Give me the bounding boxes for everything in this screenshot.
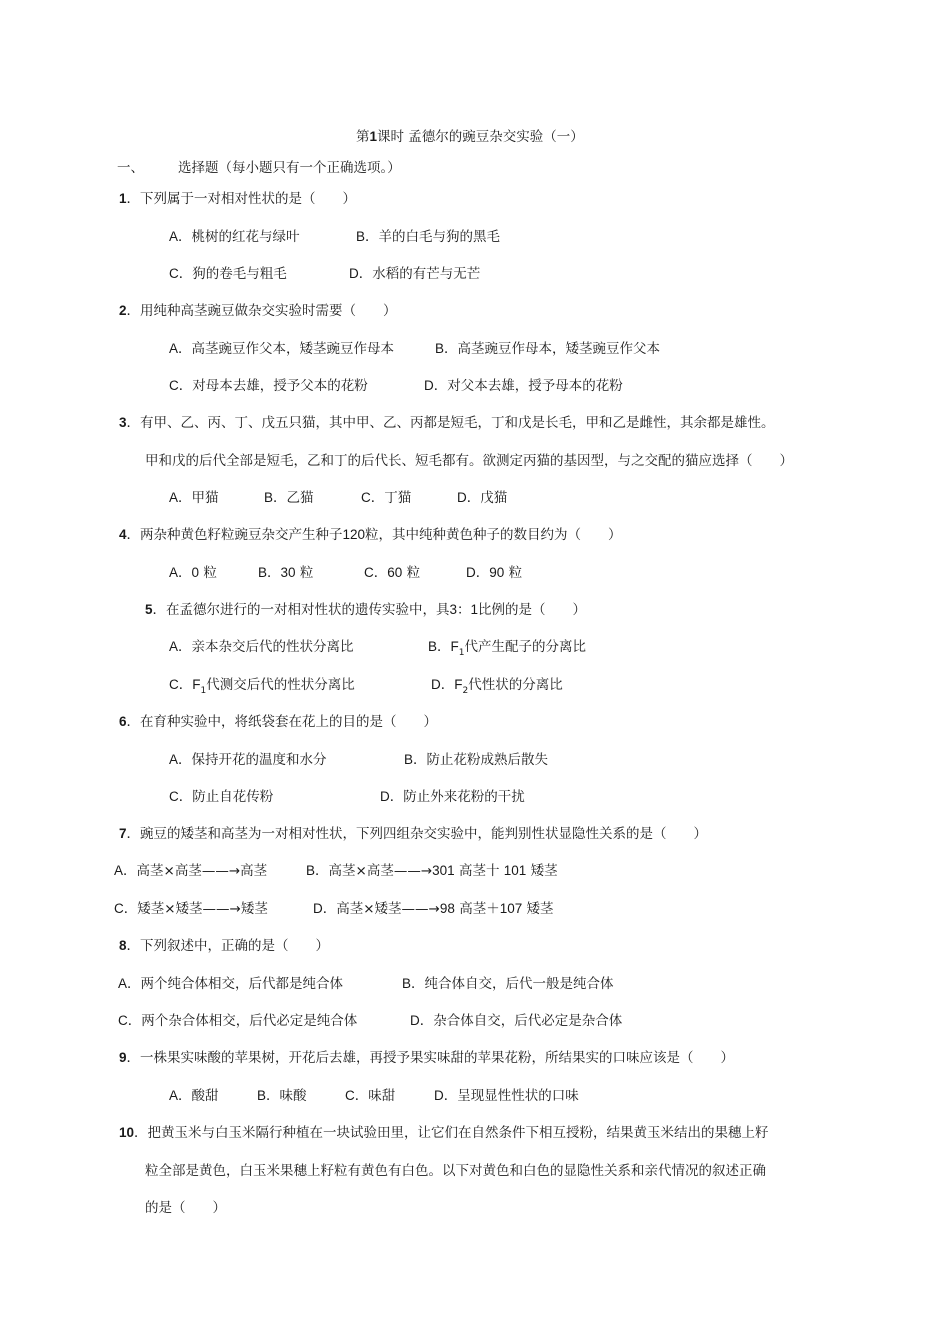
question-9-option-b: B．味酸: [257, 1088, 307, 1104]
question-10-stem-end: 的是（ ）: [145, 1200, 226, 1216]
question-2-option-c: C．对母本去雄，授予父本的花粉: [169, 378, 368, 394]
question-2-stem: 2．用纯种高茎豌豆做杂交实验时需要（ ）: [119, 303, 397, 319]
question-9-option-a: A．酸甜: [169, 1088, 219, 1104]
question-7-stem: 7．豌豆的矮茎和高茎为一对相对性状，下列四组杂交实验中，能判别性状显隐性关系的是（ ）: [119, 826, 708, 842]
question-1-option-c: C．狗的卷毛与粗毛: [169, 266, 287, 282]
question-4-stem: 4．两杂种黄色籽粒豌豆杂交产生种子120粒，其中纯种黄色种子的数目约为（ ）: [119, 527, 622, 543]
question-4-option-d: D．90 粒: [466, 565, 523, 581]
question-6-option-d: D．防止外来花粉的干扰: [380, 789, 525, 805]
question-2-option-b: B．高茎豌豆作母本，矮茎豌豆作父本: [435, 341, 661, 357]
question-6-option-a: A．保持开花的温度和水分: [169, 752, 327, 768]
question-5-option-d: D．$F_2$代性状的分离比: [431, 677, 563, 696]
question-6-option-c: C．防止自花传粉: [169, 789, 274, 805]
section-number: 一、: [117, 160, 144, 176]
question-1-option-a: A．桃树的红花与绿叶: [169, 229, 300, 245]
question-3-option-b: B．乙猫: [264, 490, 314, 506]
question-7-option-a: A．高茎×高茎——→高茎: [114, 863, 268, 879]
question-9-stem: 9．一株果实味酸的苹果树，开花后去雄，再授予果实味甜的苹果花粉，所结果实的口味应该是（ ）: [119, 1050, 735, 1066]
question-1-option-d: D．水稻的有芒与无芒: [349, 266, 481, 282]
question-2-option-d: D．对父本去雄，授予母本的花粉: [424, 378, 623, 394]
question-8-stem: 8．下列叙述中，正确的是（ ）: [119, 938, 330, 954]
question-4-option-c: C．60 粒: [364, 565, 421, 581]
question-8-option-d: D．杂合体自交，后代必定是杂合体: [410, 1013, 623, 1029]
page-title: 第1课时 孟德尔的豌豆杂交实验（一）: [356, 129, 584, 145]
question-9-option-d: D．呈现显性性状的口味: [434, 1088, 579, 1104]
question-1-option-b: B．羊的白毛与狗的黑毛: [356, 229, 501, 245]
question-10-stem-continued: 粒全部是黄色，白玉米果穗上籽粒有黄色有白色。以下对黄色和白色的显隐性关系和亲代情况的叙述正确: [145, 1163, 766, 1179]
question-6-stem: 6．在育种实验中，将纸袋套在花上的目的是（ ）: [119, 714, 438, 730]
question-1-stem: 1．下列属于一对相对性状的是（ ）: [119, 191, 357, 207]
question-5-option-b: B．$F_1$代产生配子的分离比: [428, 639, 586, 658]
question-7-option-b: B．高茎×高茎——→301 高茎十 101 矮茎: [306, 863, 558, 879]
question-9-option-c: C．味甜: [345, 1088, 396, 1104]
question-4-option-b: B．30 粒: [258, 565, 314, 581]
question-3-option-d: D．戊猫: [457, 490, 508, 506]
question-7-option-d: D．高茎×矮茎——→98 高茎＋107 矮茎: [313, 901, 554, 917]
question-8-option-c: C．两个杂合体相交，后代必定是纯合体: [118, 1013, 358, 1029]
question-10-stem: 10．把黄玉米与白玉米隔行种植在一块试验田里，让它们在自然条件下相互授粉，结果黄玉米结出的果穗上籽: [119, 1125, 769, 1141]
question-8-option-b: B．纯合体自交，后代一般是纯合体: [402, 976, 614, 992]
question-5-stem: 5．在孟德尔进行的一对相对性状的遗传实验中，具3：1比例的是（ ）: [145, 602, 587, 618]
question-5-option-c: C．$F_1$代测交后代的性状分离比: [169, 677, 355, 696]
question-8-option-a: A．两个纯合体相交，后代都是纯合体: [118, 976, 344, 992]
question-2-option-a: A．高茎豌豆作父本，矮茎豌豆作母本: [169, 341, 395, 357]
question-5-option-a: A．亲本杂交后代的性状分离比: [169, 639, 354, 655]
question-3-option-a: A．甲猫: [169, 490, 219, 506]
question-6-option-b: B．防止花粉成熟后散失: [404, 752, 549, 768]
question-3-option-c: C．丁猫: [361, 490, 412, 506]
question-4-option-a: A．0 粒: [169, 565, 217, 581]
question-7-option-c: C．矮茎×矮茎——→矮茎: [114, 901, 268, 917]
question-3-stem: 3．有甲、乙、丙、丁、戊五只猫，其中甲、乙、丙都是短毛，丁和戊是长毛，甲和乙是雌性，其余都是雄性。: [119, 415, 775, 431]
section-label: 选择题（每小题只有一个正确选项。）: [178, 160, 401, 176]
question-3-stem-continued: 甲和戊的后代全部是短毛，乙和丁的后代长、短毛都有。欲测定丙猫的基因型，与之交配的猫应选择（ ）: [145, 453, 793, 469]
